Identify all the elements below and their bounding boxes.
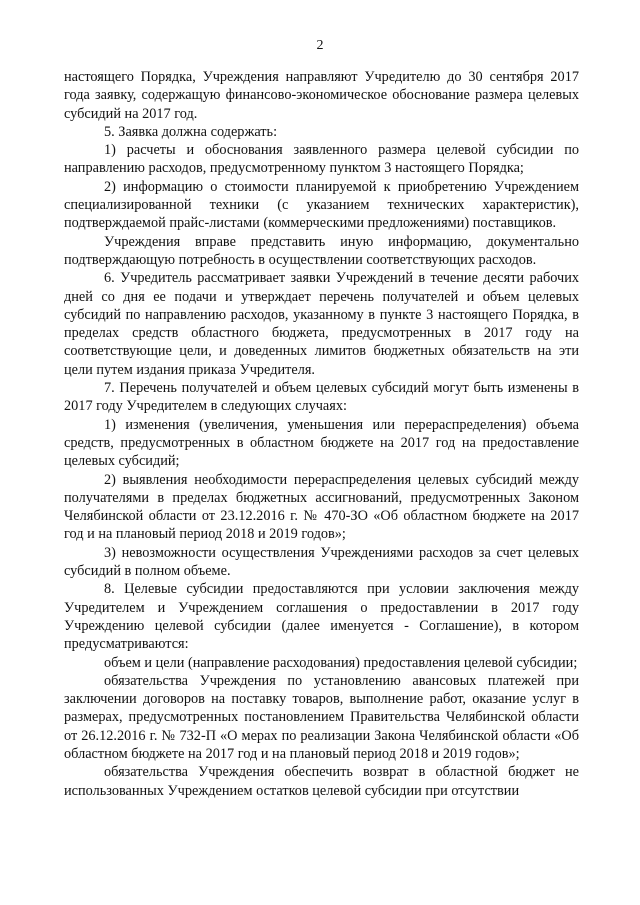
paragraph-item-6: 6. Учредитель рассматривает заявки Учреждений в течение десяти рабочих дней со дня ее подачи и утверждает перечень получателей и объем целевых субсидий по направлению расходов, указанному в пункте 3 настоящего Порядка, в пределах средств областного бюджета, предусмотренных в 2017 году на соответствующие цели, и доведенных лимитов бюджетных обязательств на эти цели путем издания приказа Учредителя.: [64, 270, 579, 378]
paragraph-item-8: 8. Целевые субсидии предоставляются при условии заключения между Учредителем и Учреждением соглашения о предоставлении в 2017 году Учреждению целевой субсидии (далее именуется - Соглашение), в котором предусматриваются:: [64, 581, 579, 653]
paragraph-item-7: 7. Перечень получателей и объем целевых субсидий могут быть изменены в 2017 году Учредителем в следующих случаях:: [64, 380, 579, 415]
paragraph-subitem-5-2: 2) информацию о стоимости планируемой к приобретению Учреждением специализированной техники (с указанием технических характеристик), подтверждаемой прайс-листами (коммерческими предложениями) поставщиков.: [64, 178, 579, 232]
paragraph-subitem-5-1: 1) расчеты и обоснования заявленного размера целевой субсидии по направлению расходов, предусмотренному пунктом 3 настоящего Порядка;: [64, 142, 579, 177]
paragraph-additional-info: Учреждения вправе представить иную информацию, документально подтверждающую потребность в осуществлении соответствующих расходов.: [64, 233, 579, 268]
paragraph-subitem-7-2: 2) выявления необходимости перераспределения целевых субсидий между получателями в пределах бюджетных ассигнований, предусмотренных Законом Челябинской области от 23.12.2016 г. № 470-ЗО «Об областном бюджете на 2017 год и на плановый период 2018 и 2019 годов»;: [64, 471, 579, 543]
paragraph-subitem-8-advance: обязательства Учреждения по установлению авансовых платежей при заключении договоров на поставку товаров, выполнение работ, оказание услуг в размерах, предусмотренных постановлением Правительства Челябинской области от 26.12.2016 г. № 732-П «О мерах по реализации Закона Челябинской области «Об областном бюджете на 2017 год и на плановый период 2018 и 2019 годов»;: [64, 672, 579, 762]
paragraph-subitem-7-1: 1) изменения (увеличения, уменьшения или перераспределения) объема средств, предусмотренных в областном бюджете на 2017 год на предоставление целевых субсидий;: [64, 416, 579, 470]
paragraph-subitem-7-3: 3) невозможности осуществления Учреждениями расходов за счет целевых субсидий в полном объеме.: [64, 544, 579, 580]
paragraph-subitem-8-volume: объем и цели (направление расходования) предоставления целевой субсидии;: [104, 654, 578, 671]
document-body: [64, 68, 579, 800]
paragraph-continuation: настоящего Порядка, Учреждения направляют Учредителю до 30 сентября 2017 года заявку, содержащую финансово-экономическое обоснование размера целевых субсидий на 2017 год.: [64, 69, 579, 122]
paragraph-subitem-8-return: обязательства Учреждения обеспечить возврат в областной бюджет не использованных Учреждением остатков целевой субсидии при отсутствии: [64, 764, 579, 799]
paragraph-item-5: 5. Заявка должна содержать:: [104, 123, 278, 140]
page-number: 2: [316, 38, 324, 53]
